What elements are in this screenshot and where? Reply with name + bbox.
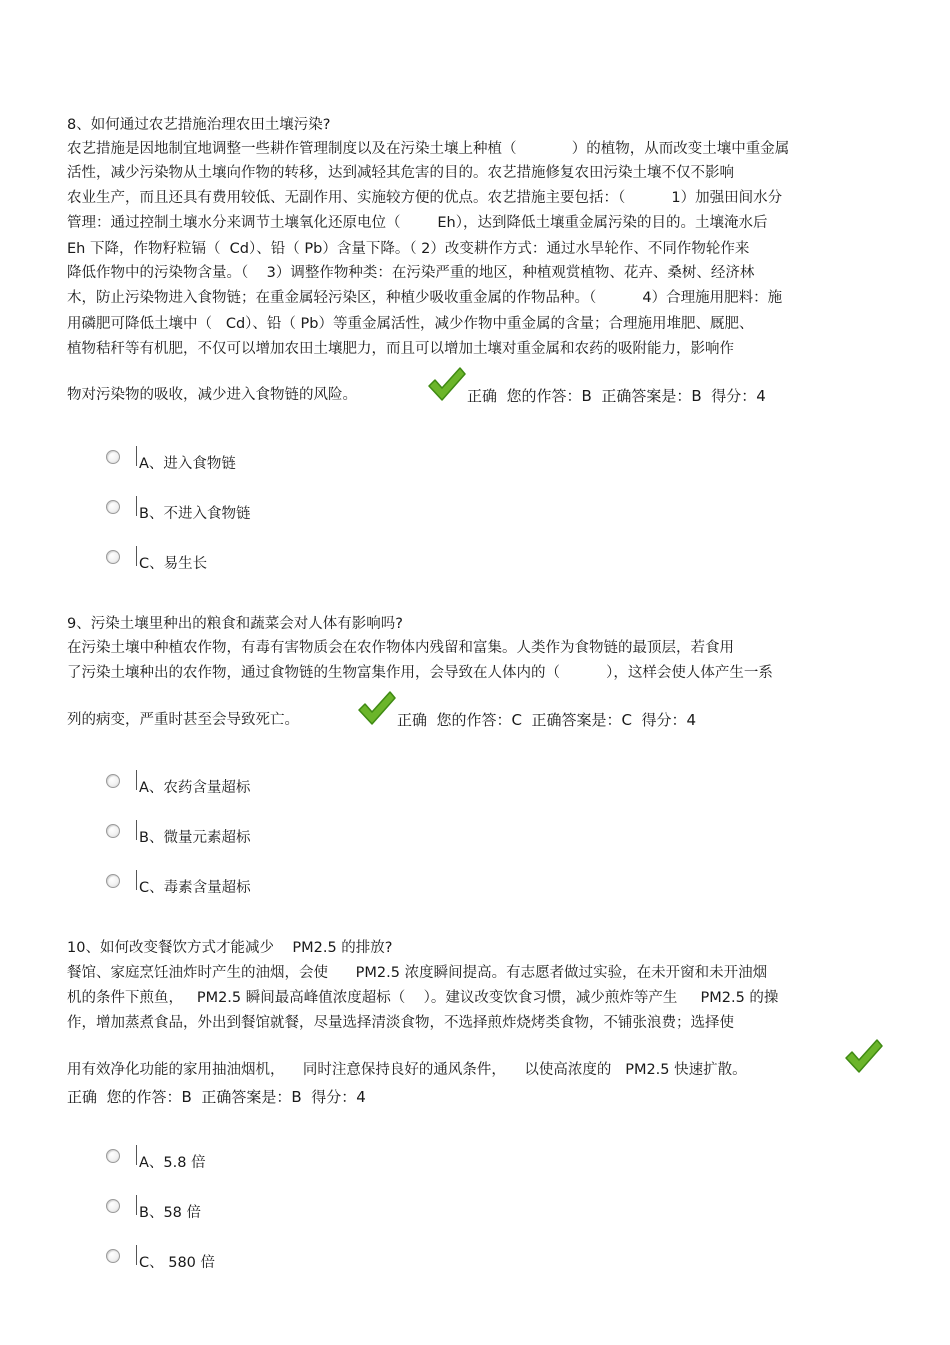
question-text-line: 降低作物中的污染物含量。（ 3）调整作物种类：在污染严重的地区，种植观赏植物、花卉、桑树、经济林 [67, 265, 755, 281]
option-divider [136, 1245, 137, 1265]
question-title: 10、如何改变餐饮方式才能减少 PM2.5 的排放? [67, 940, 393, 956]
option-divider [136, 546, 137, 566]
option-label: C、易生长 [139, 556, 208, 572]
option-divider [136, 770, 137, 790]
answer-result: 正确 您的作答：B 正确答案是：B 得分：4 [467, 387, 766, 405]
option-divider [136, 1145, 137, 1165]
radio-button[interactable] [106, 1149, 120, 1163]
question-title: 8、如何通过农艺措施治理农田土壤污染? [67, 117, 331, 133]
question-text-line: 农艺措施是因地制宜地调整一些耕作管理制度以及在污染土壤上种植（ ）的植物，从而改变土壤中重金属 [67, 141, 790, 157]
question-text-line: 用磷肥可降低土壤中（ Cd）、铅（ Pb）等重金属活性，减少作物中重金属的含量；合理施用堆肥、厩肥、 [67, 316, 754, 332]
option-divider [136, 870, 137, 890]
question-text-line: 列的病变，严重时甚至会导致死亡。 [67, 712, 299, 728]
radio-button[interactable] [106, 874, 120, 888]
question-text-line: 农业生产，而且还具有费用较低、无副作用、实施较方便的优点。农艺措施主要包括：（ 1）加强田间水分 [67, 190, 783, 206]
answer-result: 正确 您的作答：C 正确答案是：C 得分：4 [397, 711, 697, 729]
option-divider [136, 446, 137, 466]
question-text-line: 餐馆、家庭烹饪油炸时产生的油烟，会使 PM2.5 浓度瞬间提高。有志愿者做过实验，在未开窗和未开油烟 [67, 965, 768, 981]
option-label: B、58 倍 [139, 1205, 202, 1221]
option-divider [136, 1195, 137, 1215]
question-text-line: Eh 下降，作物籽粒镉（ Cd）、铅（ Pb）含量下降。（ 2）改变耕作方式：通过水旱轮作、不同作物轮作来 [67, 241, 750, 257]
radio-button[interactable] [106, 1199, 120, 1213]
question-text-line: 了污染土壤种出的农作物，通过食物链的生物富集作用，会导致在人体内的（ ），这样会使人体产生一系 [67, 665, 773, 681]
answer-result: 正确 您的作答：B 正确答案是：B 得分：4 [67, 1088, 366, 1106]
option-divider [136, 820, 137, 840]
question-title: 9、污染土壤里种出的粮食和蔬菜会对人体有影响吗? [67, 616, 403, 632]
radio-button[interactable] [106, 550, 120, 564]
radio-button[interactable] [106, 450, 120, 464]
question-text-line: 在污染土壤中种植农作物，有毒有害物质会在农作物体内残留和富集。人类作为食物链的最顶层，若食用 [67, 640, 734, 656]
option-label: C、毒素含量超标 [139, 880, 251, 896]
checkmark-icon [356, 688, 396, 728]
option-divider [136, 496, 137, 516]
question-text-line: 作，增加蒸煮食品，外出到餐馆就餐，尽量选择清淡食物，不选择煎炸烧烤类食物，不铺张浪费；选择使 [67, 1015, 734, 1031]
question-text-line: 木，防止污染物进入食物链；在重金属轻污染区，种植少吸收重金属的作物品种。（ 4）合理施用肥料：施 [67, 290, 783, 306]
radio-button[interactable] [106, 1249, 120, 1263]
option-label: A、进入食物链 [139, 456, 236, 472]
option-label: A、5.8 倍 [139, 1155, 206, 1171]
checkmark-icon [426, 364, 466, 404]
question-text-line: 物对污染物的吸收，减少进入食物链的风险。 [67, 387, 357, 403]
question-text-line: 机的条件下煎鱼， PM2.5 瞬间最高峰值浓度超标（ ）。建议改变饮食习惯，减少煎炸等产生 PM2.5 的操 [67, 990, 779, 1006]
radio-button[interactable] [106, 824, 120, 838]
option-label: B、不进入食物链 [139, 506, 251, 522]
question-text-line: 活性，减少污染物从土壤向作物的转移，达到减轻其危害的目的。农艺措施修复农田污染土壤不仅不影响 [67, 165, 734, 181]
option-label: A、农药含量超标 [139, 780, 251, 796]
question-text-line: 植物秸秆等有机肥，不仅可以增加农田土壤肥力，而且可以增加土壤对重金属和农药的吸附能力，影响作 [67, 341, 734, 357]
option-label: B、微量元素超标 [139, 830, 251, 846]
radio-button[interactable] [106, 500, 120, 514]
question-text-line: 用有效净化功能的家用抽油烟机， 同时注意保持良好的通风条件， 以使高浓度的 PM2.5 快速扩散。 [67, 1062, 747, 1078]
option-label: C、 580 倍 [139, 1255, 216, 1271]
radio-button[interactable] [106, 774, 120, 788]
question-text-line: 管理：通过控制土壤水分来调节土壤氧化还原电位（ Eh），达到降低土壤重金属污染的目的。土壤淹水后 [67, 215, 768, 231]
checkmark-icon [843, 1036, 883, 1076]
